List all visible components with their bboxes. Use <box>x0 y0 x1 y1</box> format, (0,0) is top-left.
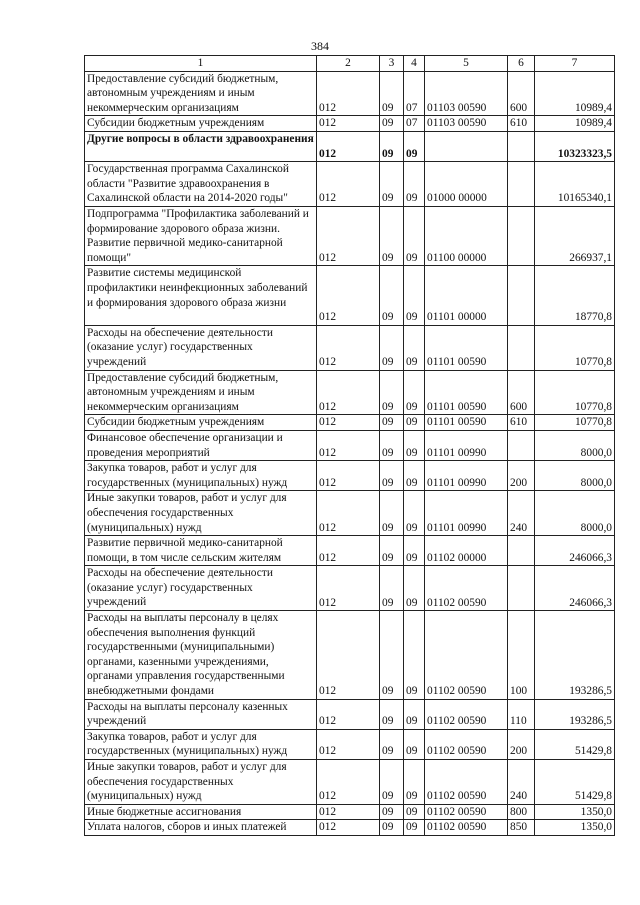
row-c2-cell: 012 <box>317 325 380 370</box>
row-c2-cell: 012 <box>317 370 380 415</box>
row-c5-cell: 01100 00000 <box>425 206 508 265</box>
row-c2-cell: 012 <box>317 491 380 536</box>
row-c4-cell: 09 <box>404 461 425 491</box>
row-c6-cell: 240 <box>508 491 535 536</box>
row-name-cell: Финансовое обеспечение организации и проведения мероприятий <box>85 430 317 460</box>
row-name-cell: Подпрограмма "Профилактика заболеваний и формирование здорового образа жизни. Развитие первичной медико-санитарной помощи" <box>85 206 317 265</box>
row-c7-cell: 8000,0 <box>535 491 615 536</box>
row-c3-cell: 09 <box>380 491 404 536</box>
row-c6-cell: 600 <box>508 370 535 415</box>
row-c4-cell: 09 <box>404 536 425 566</box>
row-c2-cell: 012 <box>317 760 380 805</box>
table-row <box>85 461 615 491</box>
header-cell: 1 <box>85 56 317 72</box>
row-c7-cell: 10770,8 <box>535 370 615 415</box>
row-c3-cell: 09 <box>380 206 404 265</box>
row-c3-cell: 09 <box>380 415 404 431</box>
row-c5-cell: 01102 00590 <box>425 611 508 700</box>
row-c4-cell: 09 <box>404 162 425 207</box>
row-c4-cell: 09 <box>404 415 425 431</box>
row-name-cell: Субсидии бюджетным учреждениям <box>85 415 317 431</box>
row-name-cell: Другие вопросы в области здравоохранения <box>85 131 317 161</box>
row-c2-cell: 012 <box>317 611 380 700</box>
row-c7-cell: 266937,1 <box>535 206 615 265</box>
row-c2-cell: 012 <box>317 131 380 161</box>
row-c4-cell: 09 <box>404 370 425 415</box>
table-row <box>85 415 615 431</box>
row-c7-cell: 10989,4 <box>535 116 615 132</box>
row-name-cell: Закупка товаров, работ и услуг для государственных (муниципальных) нужд <box>85 461 317 491</box>
row-c6-cell <box>508 206 535 265</box>
row-c5-cell: 01103 00590 <box>425 71 508 116</box>
row-c6-cell: 600 <box>508 71 535 116</box>
row-c6-cell: 200 <box>508 729 535 759</box>
row-c7-cell: 18770,8 <box>535 266 615 325</box>
table-row <box>85 566 615 611</box>
row-c4-cell: 09 <box>404 206 425 265</box>
row-c5-cell: 01101 00590 <box>425 415 508 431</box>
row-c2-cell: 012 <box>317 266 380 325</box>
table-row <box>85 536 615 566</box>
row-c2-cell: 012 <box>317 71 380 116</box>
row-c3-cell: 09 <box>380 699 404 729</box>
table-body <box>85 71 615 835</box>
row-name-cell: Уплата налогов, сборов и иных платежей <box>85 820 317 836</box>
row-c5-cell: 01101 00590 <box>425 370 508 415</box>
header-cell: 2 <box>317 56 380 72</box>
row-c2-cell: 012 <box>317 116 380 132</box>
table-row <box>85 162 615 207</box>
row-c4-cell: 09 <box>404 266 425 325</box>
row-c5-cell: 01102 00000 <box>425 536 508 566</box>
row-name-cell: Расходы на выплаты персоналу казенных учреждений <box>85 699 317 729</box>
row-c6-cell: 100 <box>508 611 535 700</box>
row-c3-cell: 09 <box>380 760 404 805</box>
row-c4-cell: 09 <box>404 804 425 820</box>
row-c6-cell: 110 <box>508 699 535 729</box>
row-c3-cell: 09 <box>380 430 404 460</box>
header-cell: 6 <box>508 56 535 72</box>
table-row <box>85 729 615 759</box>
row-c6-cell: 610 <box>508 415 535 431</box>
row-name-cell: Предоставление субсидий бюджетным, автономным учреждениям и иным некоммерческим организациям <box>85 370 317 415</box>
row-c3-cell: 09 <box>380 325 404 370</box>
row-c6-cell: 800 <box>508 804 535 820</box>
row-c2-cell: 012 <box>317 206 380 265</box>
row-c4-cell: 09 <box>404 729 425 759</box>
row-c3-cell: 09 <box>380 116 404 132</box>
table-row <box>85 71 615 116</box>
row-name-cell: Расходы на обеспечение деятельности (оказание услуг) государственных учреждений <box>85 566 317 611</box>
row-c3-cell: 09 <box>380 461 404 491</box>
row-c7-cell: 246066,3 <box>535 566 615 611</box>
table-row <box>85 325 615 370</box>
header-cell: 4 <box>404 56 425 72</box>
row-c6-cell: 850 <box>508 820 535 836</box>
row-c6-cell <box>508 131 535 161</box>
table-row <box>85 820 615 836</box>
table-row <box>85 804 615 820</box>
table-row <box>85 206 615 265</box>
row-name-cell: Развитие первичной медико-санитарной помощи, в том числе сельским жителям <box>85 536 317 566</box>
row-c2-cell: 012 <box>317 699 380 729</box>
row-c7-cell: 10989,4 <box>535 71 615 116</box>
row-c4-cell: 09 <box>404 491 425 536</box>
row-c6-cell: 200 <box>508 461 535 491</box>
row-c2-cell: 012 <box>317 729 380 759</box>
row-c5-cell: 01101 00990 <box>425 461 508 491</box>
row-c5-cell: 01000 00000 <box>425 162 508 207</box>
row-c4-cell: 09 <box>404 325 425 370</box>
row-name-cell: Развитие системы медицинской профилактики неинфекционных заболеваний и формирования здорового образа жизни <box>85 266 317 325</box>
header-cell: 5 <box>425 56 508 72</box>
row-c5-cell: 01101 00590 <box>425 325 508 370</box>
row-c4-cell: 07 <box>404 116 425 132</box>
row-c4-cell: 09 <box>404 699 425 729</box>
row-name-cell: Закупка товаров, работ и услуг для государственных (муниципальных) нужд <box>85 729 317 759</box>
row-c3-cell: 09 <box>380 804 404 820</box>
row-c2-cell: 012 <box>317 162 380 207</box>
row-name-cell: Расходы на обеспечение деятельности (оказание услуг) государственных учреждений <box>85 325 317 370</box>
row-c4-cell: 09 <box>404 611 425 700</box>
row-c6-cell: 240 <box>508 760 535 805</box>
table-row <box>85 611 615 700</box>
row-c6-cell <box>508 162 535 207</box>
row-c5-cell: 01102 00590 <box>425 804 508 820</box>
row-c7-cell: 8000,0 <box>535 461 615 491</box>
row-c7-cell: 1350,0 <box>535 804 615 820</box>
row-c4-cell: 09 <box>404 131 425 161</box>
row-c5-cell: 01102 00590 <box>425 699 508 729</box>
row-c3-cell: 09 <box>380 729 404 759</box>
table-row <box>85 266 615 325</box>
row-name-cell: Субсидии бюджетным учреждениям <box>85 116 317 132</box>
row-c6-cell <box>508 430 535 460</box>
row-c7-cell: 10770,8 <box>535 325 615 370</box>
row-c6-cell <box>508 536 535 566</box>
row-c7-cell: 10770,8 <box>535 415 615 431</box>
row-c7-cell: 193286,5 <box>535 611 615 700</box>
row-c7-cell: 8000,0 <box>535 430 615 460</box>
row-c2-cell: 012 <box>317 430 380 460</box>
row-c5-cell: 01102 00590 <box>425 760 508 805</box>
row-c2-cell: 012 <box>317 536 380 566</box>
row-c7-cell: 193286,5 <box>535 699 615 729</box>
table-row <box>85 491 615 536</box>
row-c3-cell: 09 <box>380 71 404 116</box>
table-row <box>85 131 615 161</box>
row-c3-cell: 09 <box>380 536 404 566</box>
row-c4-cell: 09 <box>404 760 425 805</box>
row-c3-cell: 09 <box>380 162 404 207</box>
table-row <box>85 370 615 415</box>
row-c3-cell: 09 <box>380 611 404 700</box>
row-name-cell: Иные бюджетные ассигнования <box>85 804 317 820</box>
row-c5-cell: 01102 00590 <box>425 566 508 611</box>
row-c7-cell: 246066,3 <box>535 536 615 566</box>
row-name-cell: Государственная программа Сахалинской области "Развитие здравоохранения в Сахалинской области на 2014-2020 годы" <box>85 162 317 207</box>
row-c4-cell: 07 <box>404 71 425 116</box>
row-c7-cell: 51429,8 <box>535 760 615 805</box>
row-c3-cell: 09 <box>380 566 404 611</box>
table-row <box>85 699 615 729</box>
table-header-row <box>85 56 615 72</box>
row-c3-cell: 09 <box>380 820 404 836</box>
table-row <box>85 116 615 132</box>
budget-table <box>84 55 615 836</box>
row-c4-cell: 09 <box>404 820 425 836</box>
row-name-cell: Иные закупки товаров, работ и услуг для обеспечения государственных (муниципальных) нужд <box>85 760 317 805</box>
row-c7-cell: 51429,8 <box>535 729 615 759</box>
row-c3-cell: 09 <box>380 131 404 161</box>
row-c7-cell: 1350,0 <box>535 820 615 836</box>
row-c7-cell: 10165340,1 <box>535 162 615 207</box>
header-cell: 3 <box>380 56 404 72</box>
row-c4-cell: 09 <box>404 430 425 460</box>
row-c3-cell: 09 <box>380 370 404 415</box>
row-c6-cell: 610 <box>508 116 535 132</box>
row-c5-cell: 01101 00990 <box>425 491 508 536</box>
row-c6-cell <box>508 266 535 325</box>
row-c6-cell <box>508 566 535 611</box>
row-c2-cell: 012 <box>317 415 380 431</box>
row-c7-cell: 10323323,5 <box>535 131 615 161</box>
row-name-cell: Иные закупки товаров, работ и услуг для обеспечения государственных (муниципальных) нужд <box>85 491 317 536</box>
table-row <box>85 760 615 805</box>
row-c2-cell: 012 <box>317 820 380 836</box>
row-c6-cell <box>508 325 535 370</box>
row-c5-cell: 01101 00000 <box>425 266 508 325</box>
row-c5-cell: 01102 00590 <box>425 820 508 836</box>
row-c5-cell: 01103 00590 <box>425 116 508 132</box>
row-c3-cell: 09 <box>380 266 404 325</box>
row-name-cell: Расходы на выплаты персоналу в целях обеспечения выполнения функций государственными (муниципальными) органами, казенными учреждениями, органами управления государственными внебюджетными фондами <box>85 611 317 700</box>
row-c5-cell: 01101 00990 <box>425 430 508 460</box>
row-c5-cell <box>425 131 508 161</box>
row-c2-cell: 012 <box>317 566 380 611</box>
row-c2-cell: 012 <box>317 461 380 491</box>
page-number: 384 <box>311 39 329 53</box>
header-cell: 7 <box>535 56 615 72</box>
table-row <box>85 430 615 460</box>
row-name-cell: Предоставление субсидий бюджетным, автономным учреждениям и иным некоммерческим организациям <box>85 71 317 116</box>
row-c4-cell: 09 <box>404 566 425 611</box>
row-c5-cell: 01102 00590 <box>425 729 508 759</box>
row-c2-cell: 012 <box>317 804 380 820</box>
